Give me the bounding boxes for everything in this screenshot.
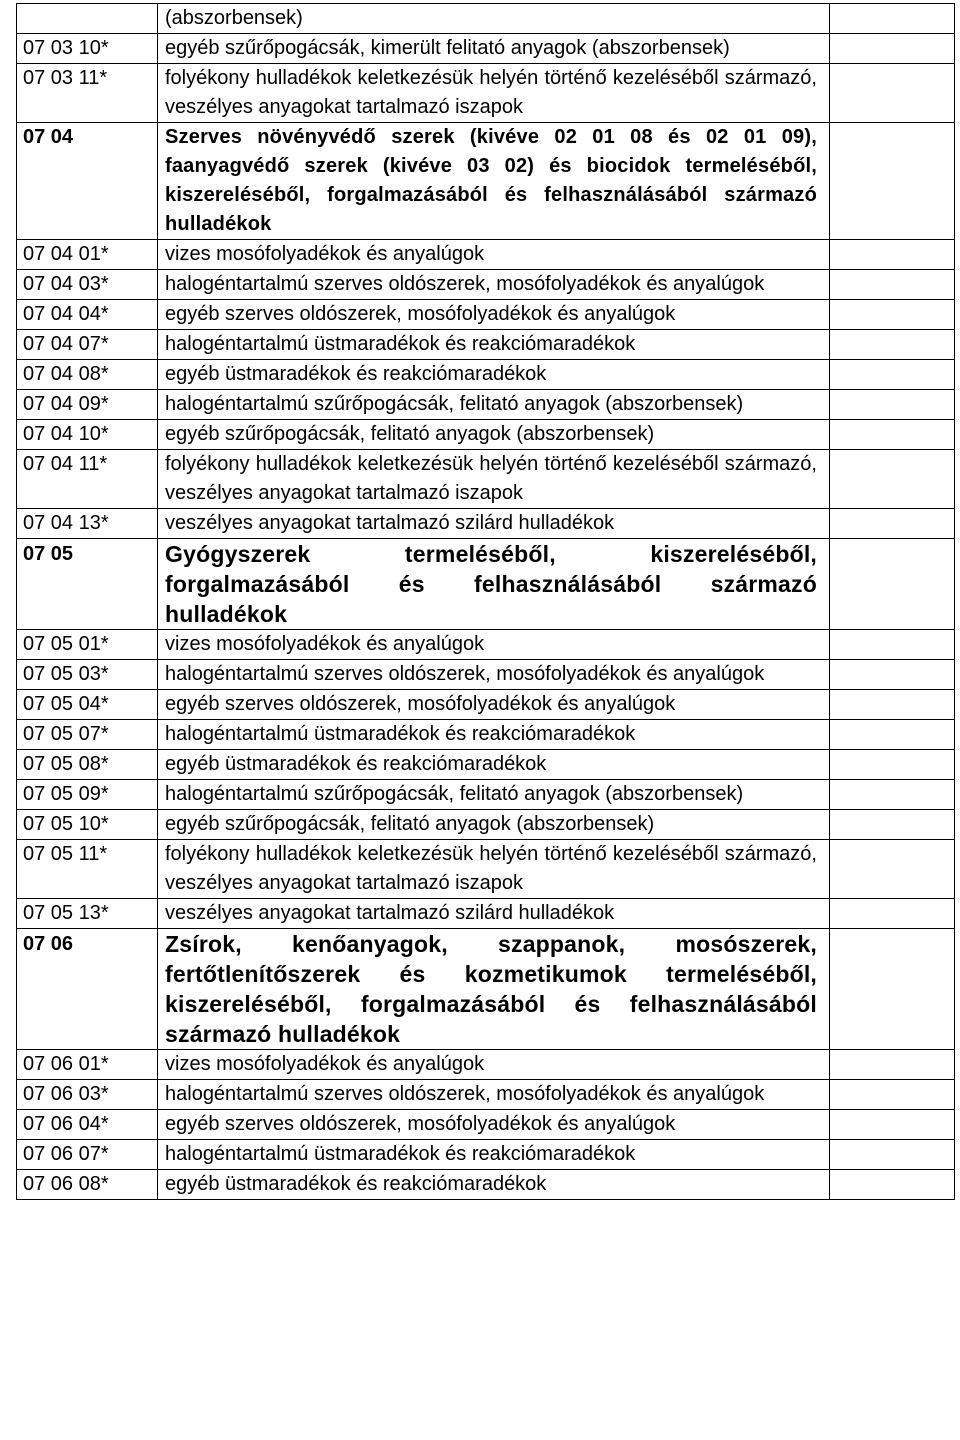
waste-description: egyéb üstmaradékok és reakciómaradékok (158, 750, 830, 780)
empty-column-cell (830, 929, 955, 1050)
table-row (17, 1050, 955, 1080)
waste-description: egyéb szűrőpogácsák, felitató anyagok (abszorbensek) (158, 810, 830, 840)
table-row (17, 750, 955, 780)
table-row (17, 810, 955, 840)
waste-description: egyéb szerves oldószerek, mosófolyadékok és anyalúgok (158, 1110, 830, 1140)
waste-code: 07 04 04* (17, 300, 158, 330)
empty-column-cell (830, 509, 955, 539)
waste-description: veszélyes anyagokat tartalmazó szilárd hulladékok (158, 509, 830, 539)
table-row (17, 1110, 955, 1140)
waste-description: Szerves növényvédő szerek (kivéve 02 01 08 és 02 01 09), faanyagvédő szerek (kivéve 03 02) és biocidok termeléséből, kiszereléséből, forgalmazásából és felhasználásából származó hulladékok (158, 123, 830, 240)
waste-code: 07 05 01* (17, 630, 158, 660)
table-row (17, 720, 955, 750)
waste-code: 07 05 07* (17, 720, 158, 750)
table-row (17, 840, 955, 899)
waste-description: halogéntartalmú szerves oldószerek, mosófolyadékok és anyalúgok (158, 1080, 830, 1110)
empty-column-cell (830, 1110, 955, 1140)
waste-code: 07 05 (17, 539, 158, 630)
waste-code: 07 05 09* (17, 780, 158, 810)
table-row (17, 450, 955, 509)
waste-code: 07 05 08* (17, 750, 158, 780)
waste-code: 07 04 10* (17, 420, 158, 450)
empty-column-cell (830, 34, 955, 64)
empty-column-cell (830, 270, 955, 300)
empty-column-cell (830, 899, 955, 929)
empty-column-cell (830, 450, 955, 509)
waste-description: vizes mosófolyadékok és anyalúgok (158, 1050, 830, 1080)
waste-description: halogéntartalmú üstmaradékok és reakciómaradékok (158, 1140, 830, 1170)
waste-code: 07 06 01* (17, 1050, 158, 1080)
waste-description: halogéntartalmú szerves oldószerek, mosófolyadékok és anyalúgok (158, 270, 830, 300)
waste-description: halogéntartalmú szűrőpogácsák, felitató anyagok (abszorbensek) (158, 780, 830, 810)
empty-column-cell (830, 4, 955, 34)
category-heading-row (17, 929, 955, 1050)
waste-code-table (16, 3, 955, 1200)
empty-column-cell (830, 660, 955, 690)
table-row (17, 630, 955, 660)
waste-description: egyéb szűrőpogácsák, felitató anyagok (abszorbensek) (158, 420, 830, 450)
waste-code: 07 05 11* (17, 840, 158, 899)
waste-description: vizes mosófolyadékok és anyalúgok (158, 630, 830, 660)
waste-description: halogéntartalmú szerves oldószerek, mosófolyadékok és anyalúgok (158, 660, 830, 690)
waste-description: Gyógyszerek termeléséből, kiszereléséből, forgalmazásából és felhasználásából származó hulladékok (158, 539, 830, 630)
waste-code: 07 05 04* (17, 690, 158, 720)
empty-column-cell (830, 630, 955, 660)
table-row (17, 34, 955, 64)
waste-code: 07 06 (17, 929, 158, 1050)
waste-description: egyéb üstmaradékok és reakciómaradékok (158, 360, 830, 390)
waste-code-table-body (17, 4, 955, 1200)
empty-column-cell (830, 300, 955, 330)
waste-description: halogéntartalmú üstmaradékok és reakciómaradékok (158, 720, 830, 750)
waste-description: egyéb szűrőpogácsák, kimerült felitató anyagok (abszorbensek) (158, 34, 830, 64)
empty-column-cell (830, 64, 955, 123)
table-row (17, 780, 955, 810)
table-row (17, 509, 955, 539)
table-row (17, 4, 955, 34)
table-row (17, 690, 955, 720)
table-row (17, 330, 955, 360)
empty-column-cell (830, 840, 955, 899)
table-row (17, 660, 955, 690)
waste-description: folyékony hulladékok keletkezésük helyén történő kezeléséből származó, veszélyes anyagokat tartalmazó iszapok (158, 840, 830, 899)
category-heading-row (17, 123, 955, 240)
waste-code: 07 06 03* (17, 1080, 158, 1110)
empty-column-cell (830, 390, 955, 420)
table-row (17, 390, 955, 420)
table-row (17, 1080, 955, 1110)
waste-code: 07 06 08* (17, 1170, 158, 1200)
empty-column-cell (830, 420, 955, 450)
waste-code: 07 04 03* (17, 270, 158, 300)
waste-code (17, 4, 158, 34)
waste-description: folyékony hulladékok keletkezésük helyén történő kezeléséből származó, veszélyes anyagokat tartalmazó iszapok (158, 64, 830, 123)
empty-column-cell (830, 1140, 955, 1170)
empty-column-cell (830, 360, 955, 390)
empty-column-cell (830, 240, 955, 270)
table-row (17, 1170, 955, 1200)
waste-code: 07 05 03* (17, 660, 158, 690)
empty-column-cell (830, 750, 955, 780)
empty-column-cell (830, 1170, 955, 1200)
table-row (17, 899, 955, 929)
empty-column-cell (830, 720, 955, 750)
waste-description: veszélyes anyagokat tartalmazó szilárd hulladékok (158, 899, 830, 929)
empty-column-cell (830, 330, 955, 360)
waste-code: 07 03 11* (17, 64, 158, 123)
waste-description: folyékony hulladékok keletkezésük helyén történő kezeléséből származó, veszélyes anyagokat tartalmazó iszapok (158, 450, 830, 509)
empty-column-cell (830, 123, 955, 240)
waste-code: 07 04 07* (17, 330, 158, 360)
waste-code: 07 04 01* (17, 240, 158, 270)
waste-description: egyéb szerves oldószerek, mosófolyadékok és anyalúgok (158, 300, 830, 330)
waste-description: halogéntartalmú szűrőpogácsák, felitató anyagok (abszorbensek) (158, 390, 830, 420)
waste-description: halogéntartalmú üstmaradékok és reakciómaradékok (158, 330, 830, 360)
table-row (17, 1140, 955, 1170)
waste-code: 07 05 13* (17, 899, 158, 929)
empty-column-cell (830, 1050, 955, 1080)
waste-description: Zsírok, kenőanyagok, szappanok, mosószerek, fertőtlenítőszerek és kozmetikumok termeléséből, kiszereléséből, forgalmazásából és felhasználásából származó hulladékok (158, 929, 830, 1050)
table-row (17, 300, 955, 330)
waste-description: vizes mosófolyadékok és anyalúgok (158, 240, 830, 270)
table-row (17, 240, 955, 270)
waste-description: (abszorbensek) (158, 4, 830, 34)
table-row (17, 420, 955, 450)
category-heading-row (17, 539, 955, 630)
waste-code: 07 04 08* (17, 360, 158, 390)
waste-code: 07 04 13* (17, 509, 158, 539)
waste-code: 07 06 07* (17, 1140, 158, 1170)
empty-column-cell (830, 780, 955, 810)
waste-code: 07 04 (17, 123, 158, 240)
waste-code: 07 03 10* (17, 34, 158, 64)
table-row (17, 64, 955, 123)
waste-description: egyéb szerves oldószerek, mosófolyadékok és anyalúgok (158, 690, 830, 720)
table-row (17, 360, 955, 390)
empty-column-cell (830, 810, 955, 840)
table-row (17, 270, 955, 300)
empty-column-cell (830, 690, 955, 720)
waste-code: 07 05 10* (17, 810, 158, 840)
waste-code: 07 06 04* (17, 1110, 158, 1140)
empty-column-cell (830, 1080, 955, 1110)
waste-code: 07 04 11* (17, 450, 158, 509)
empty-column-cell (830, 539, 955, 630)
waste-description: egyéb üstmaradékok és reakciómaradékok (158, 1170, 830, 1200)
waste-code: 07 04 09* (17, 390, 158, 420)
